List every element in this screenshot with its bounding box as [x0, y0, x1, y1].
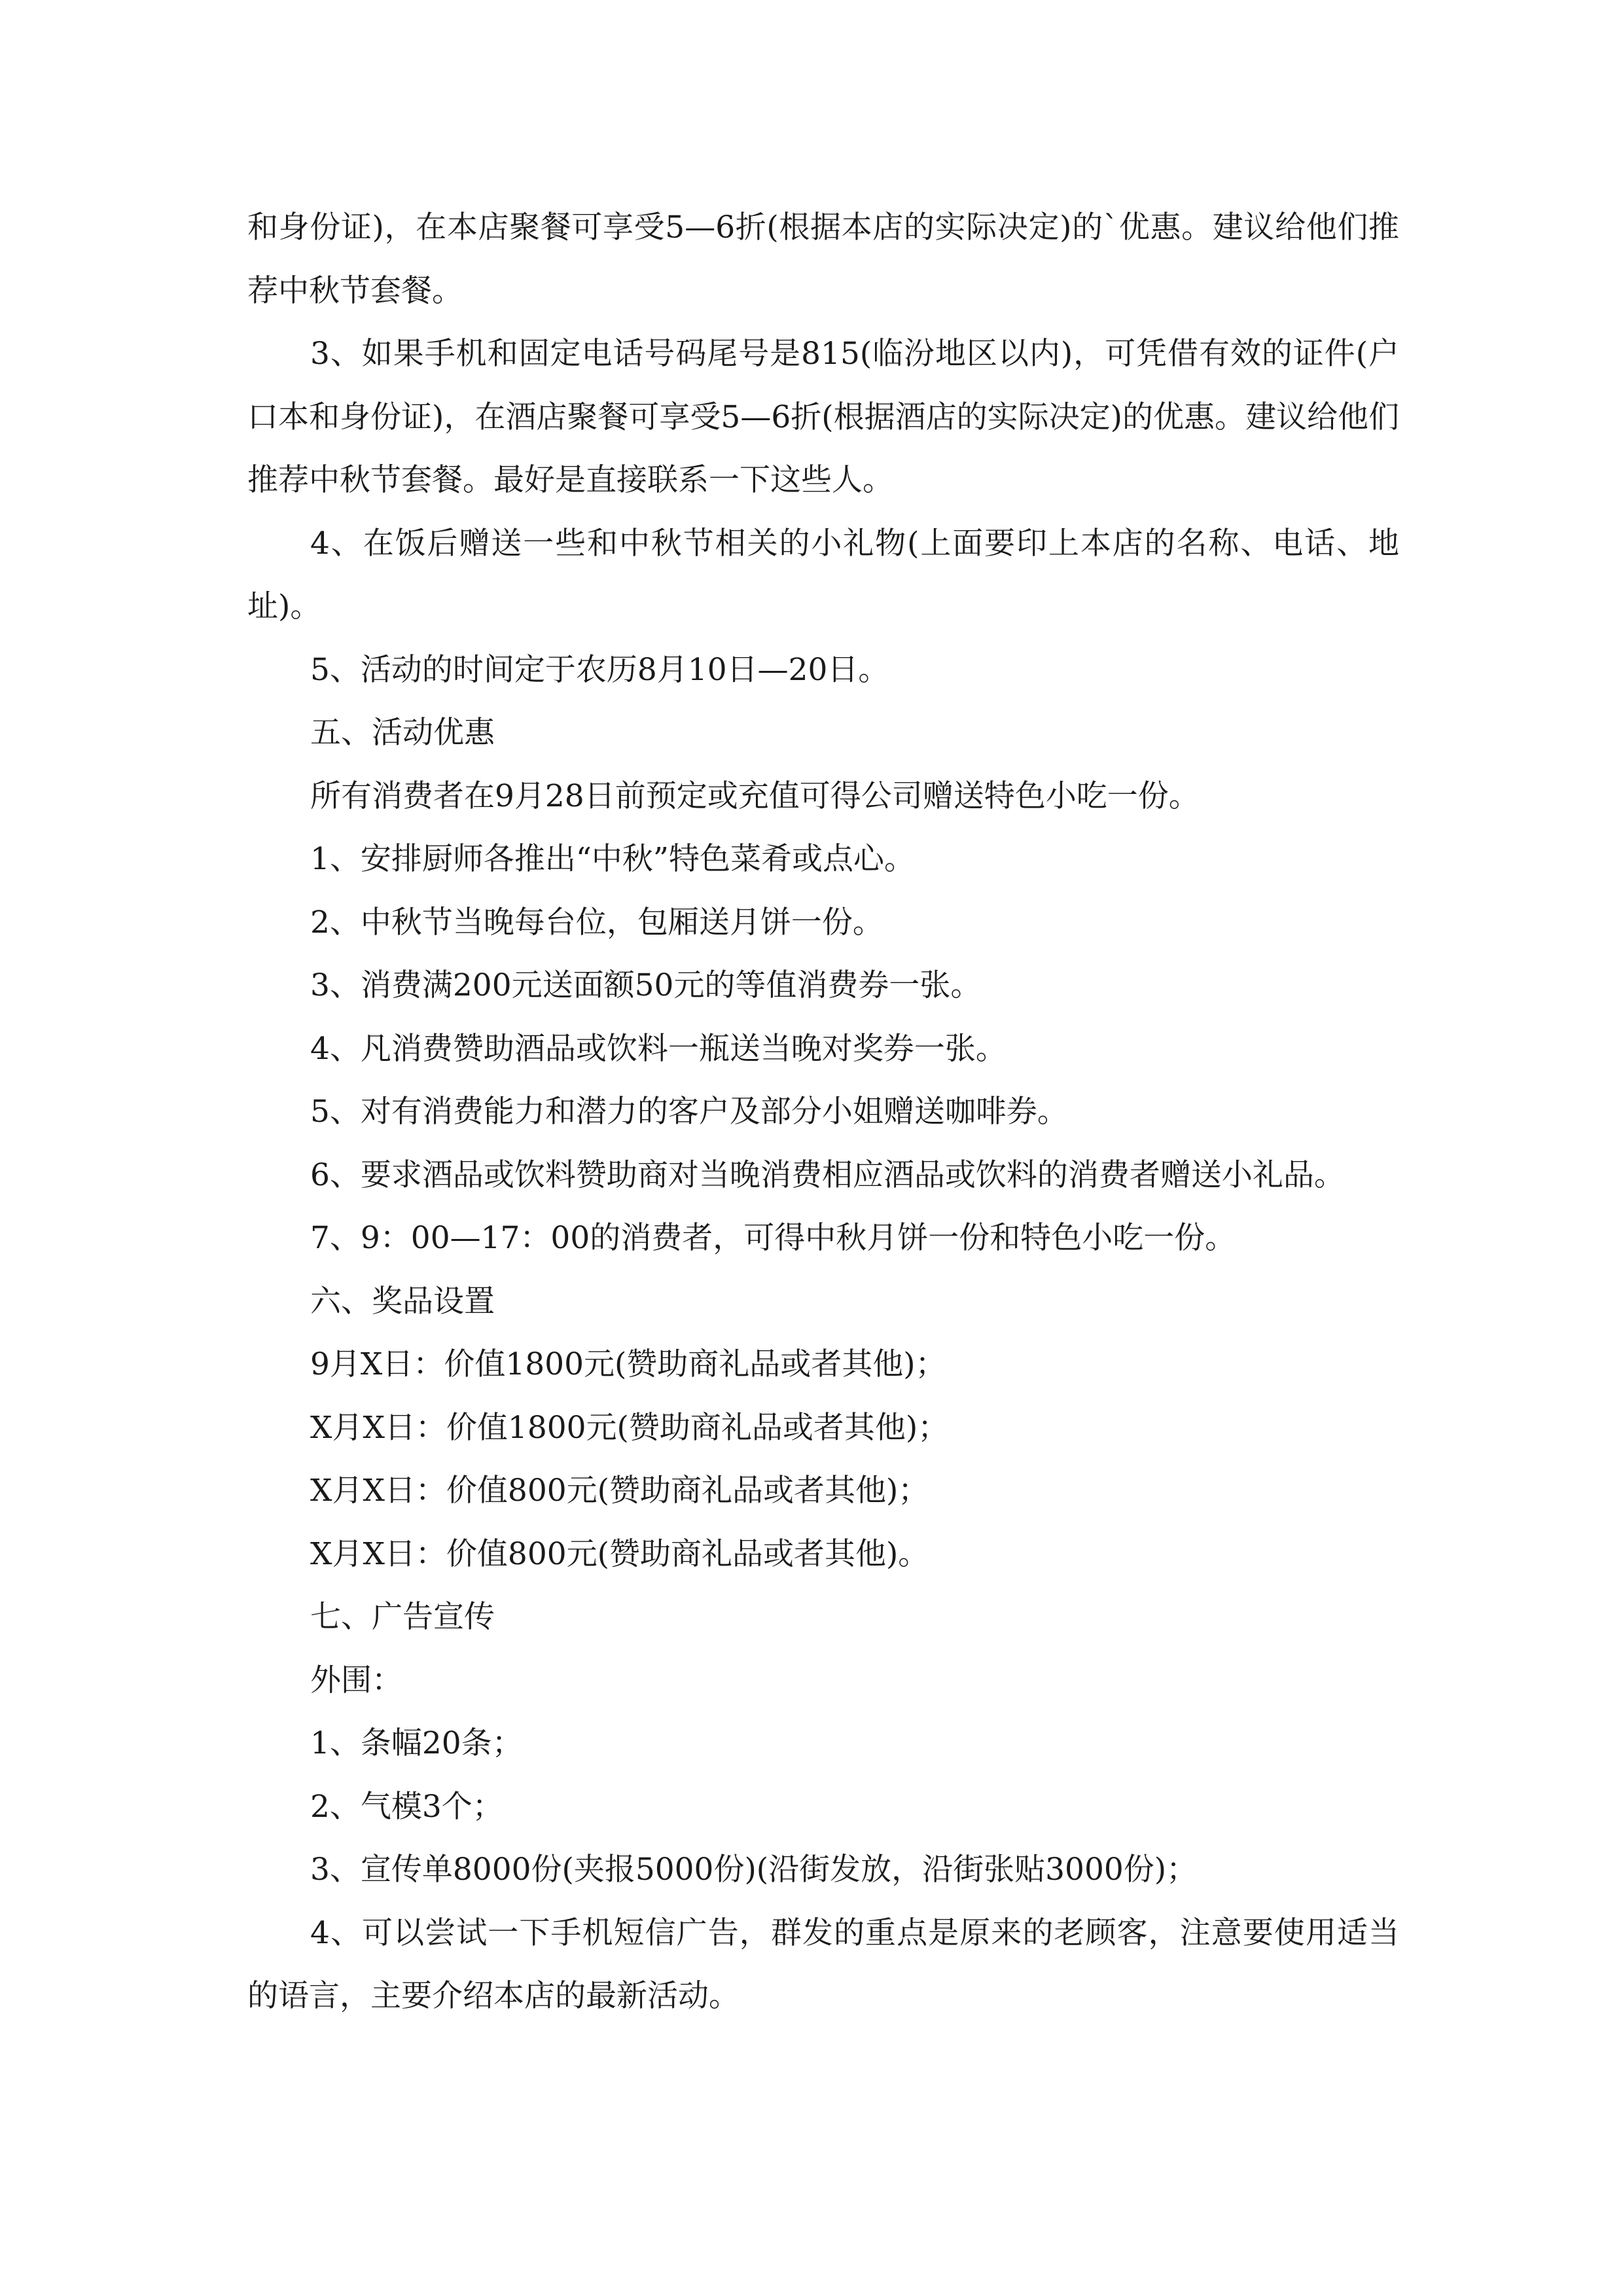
paragraph: X月X日：价值800元(赞助商礼品或者其他)；	[310, 1473, 929, 1509]
document-body	[247, 196, 1399, 2028]
paragraph: 外围：	[310, 1662, 402, 1698]
paragraph: 3、宣传单8000份(夹报5000份)(沿街发放，沿街张贴3000份)；	[310, 1852, 1198, 1888]
paragraph: 2、气模3个；	[310, 1788, 503, 1825]
paragraph: 5、对有消费能力和潜力的客户及部分小姐赠送咖啡券。	[310, 1094, 1068, 1130]
paragraph: 2、中秋节当晚每台位，包厢送月饼一份。	[310, 904, 883, 941]
paragraph: X月X日：价值800元(赞助商礼品或者其他)。	[310, 1535, 929, 1572]
paragraph: 3、消费满200元送面额50元的等值消费券一张。	[310, 967, 982, 1003]
paragraph: 六、奖品设置	[310, 1283, 495, 1319]
paragraph: 七、广告宣传	[310, 1599, 495, 1635]
paragraph: 所有消费者在9月28日前预定或充值可得公司赠送特色小吃一份。	[310, 778, 1200, 814]
paragraph: 6、要求酒品或饮料赞助商对当晚消费相应酒品或饮料的消费者赠送小礼品。	[310, 1157, 1345, 1193]
paragraph: 4、在饭后赠送一些和中秋节相关的小礼物(上面要印上本店的名称、电话、地址)。	[247, 525, 1399, 624]
paragraph: X月X日：价值1800元(赞助商礼品或者其他)；	[310, 1409, 949, 1446]
paragraph: 五、活动优惠	[310, 715, 495, 751]
paragraph: 3、如果手机和固定电话号码尾号是815(临汾地区以内)，可凭借有效的证件(户口本和身份证)，在酒店聚餐可享受5—6折(根据酒店的实际决定)的优惠。建议给他们推荐中秋节套餐。最好是直接联系一下这些人。	[247, 336, 1399, 498]
paragraph: 7、9：00—17：00的消费者，可得中秋月饼一份和特色小吃一份。	[310, 1220, 1236, 1256]
paragraph: 9月X日：价值1800元(赞助商礼品或者其他)；	[310, 1346, 946, 1382]
paragraph: 4、凡消费赞助酒品或饮料一瓶送当晚对奖券一张。	[310, 1030, 1007, 1067]
paragraph: 5、活动的时间定于农历8月10日—20日。	[310, 651, 889, 688]
paragraph: 和身份证)，在本店聚餐可享受5—6折(根据本店的实际决定)的`优惠。建议给他们推荐中秋节套餐。	[247, 209, 1399, 309]
paragraph: 4、可以尝试一下手机短信广告，群发的重点是原来的老顾客，注意要使用适当的语言，主要介绍本店的最新活动。	[247, 1914, 1399, 2014]
paragraph: 1、安排厨师各推出“中秋”特色菜肴或点心。	[310, 841, 915, 877]
paragraph: 1、条幅20条；	[310, 1725, 523, 1761]
